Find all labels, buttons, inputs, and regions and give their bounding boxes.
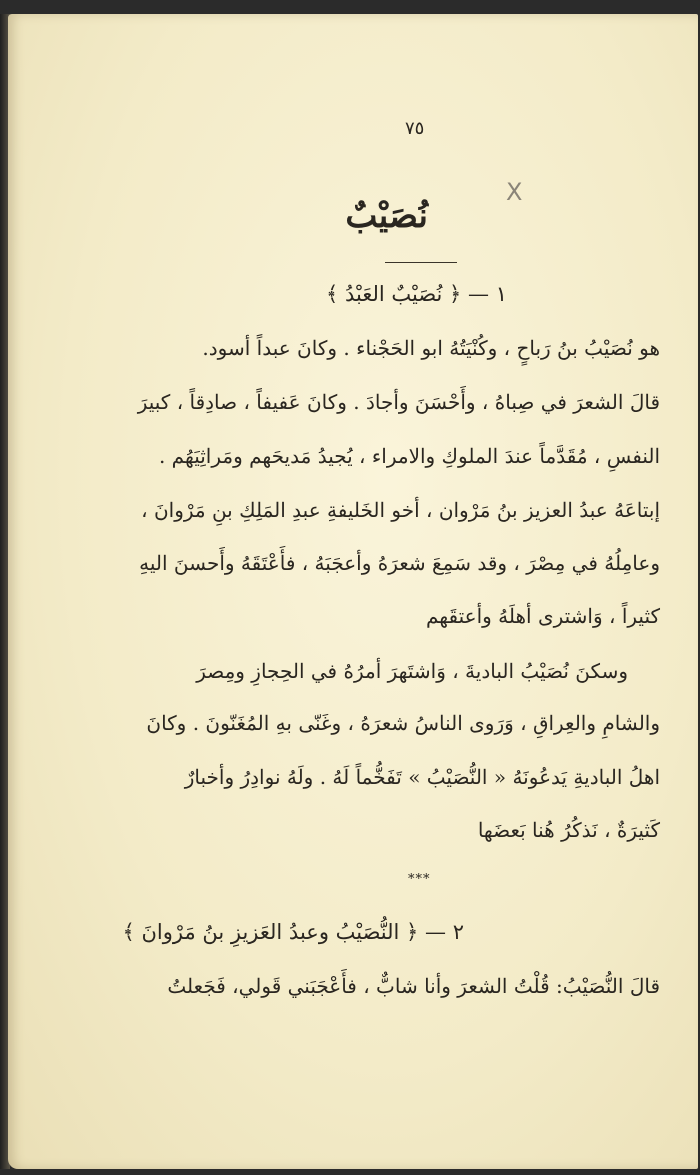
section-heading-2: ٢ — ﴿ النُّصَيْبُ وعبدُ العَزيزِ بنُ مَرْوانَ ﴾ [122, 920, 464, 944]
body-line: قالَ الشعرَ في صِباهُ ، وأَحْسَنَ وأجادَ . وكانَ عَفيفاً ، صادِقاً ، كبيرَ [137, 390, 660, 414]
body-line: وسكنَ نُصَيْبُ الباديةَ ، وَاشتَهرَ أمرُهُ في الحِجازِ ومِصرَ [196, 659, 628, 683]
body-line: كثيراً ، وَاشترى أهلَهُ وأعتقَهم [425, 604, 660, 628]
body-line: وعامِلُهُ في مِصْرَ ، وقد سَمِعَ شعرَهُ وأعجَبَهُ ، فأَعْتَقَهُ وأَحسنَ اليهِ [139, 551, 660, 575]
chapter-title: نُصَيْبٌ [345, 196, 428, 236]
section-separator: *** [408, 872, 431, 887]
body-line: والشامِ والعِراقِ ، وَرَوى الناسُ شعرَهُ ، وغَنّى بهِ المُغَنّونَ . وكانَ [146, 711, 660, 735]
body-line: كَثيرَةٌ ، نَذكُرُ هُنا بَعضَها [477, 818, 660, 842]
page-number: ٧٥ [405, 118, 425, 139]
title-underline [385, 262, 457, 263]
body-line: هو نُصَيْبُ بنُ رَباحٍ ، وكُنْيَتُهُ ابو الحَجْناء . وكانَ عبداً أسود. [202, 336, 660, 360]
body-line: اهلُ الباديةِ يَدعُونَهُ « النُّصَيْبُ » تَفَخُّماً لَهُ . ولَهُ نوادِرُ وأخبارٌ [184, 765, 660, 789]
section-heading-1: ١ — ﴿ نُصَيْبٌ العَبْدُ ﴾ [325, 282, 507, 306]
pencil-mark: X [506, 178, 523, 206]
body-line: قالَ النُّصَيْبُ: قُلْتُ الشعرَ وأنا شابٌّ ، فأَعْجَبَني قَولي، فَجَعلتُ [167, 974, 660, 998]
body-line: النفسِ ، مُقَدَّماً عندَ الملوكِ والامراء ، يُجيدُ مَديحَهم ومَراثِيَهُم . [158, 444, 660, 468]
body-line: إبتاعَهُ عبدُ العزيز بنُ مَرْوان ، أخو الخَليفةِ عبدِ المَلِكِ بنِ مَرْوانَ ، [141, 498, 660, 522]
